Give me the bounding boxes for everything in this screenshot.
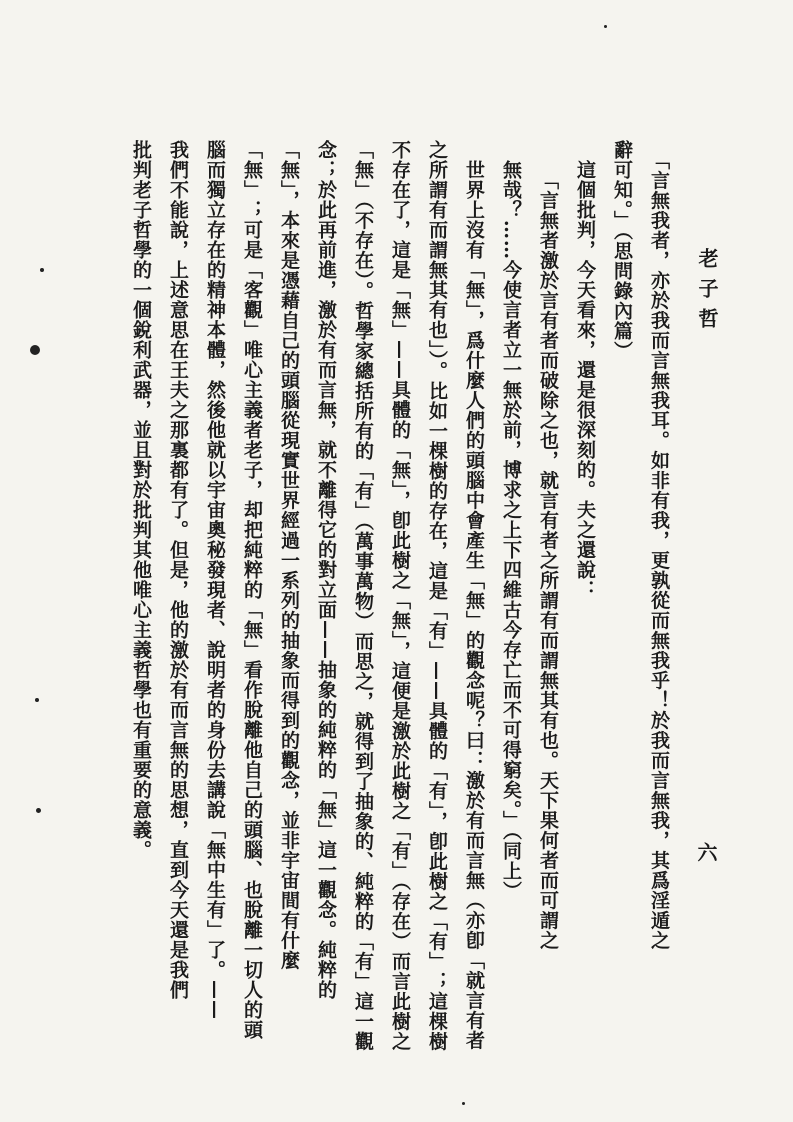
text-column: 「無」，本來是憑藉自己的頭腦從現實世界經過一系列的抽象而得到的觀念，並非宇宙間有什麼 (278, 140, 300, 971)
scan-speck (462, 1102, 465, 1105)
text-column: 世界上沒有「無」，爲什麼人們的頭腦中會產生「無」的觀念呢？曰：激於有而言無（亦卽「就言有者 (463, 140, 485, 1051)
text-column: 腦而獨立存在的精神本體，然後他就以宇宙奧秘發現者、說明者的身份去講說「無中生有」了。—— (204, 140, 226, 1020)
text-column: 「言無我者，亦於我而言無我耳。如非有我，更孰從而無我乎！於我而言無我，其爲淫遁之 (648, 140, 670, 951)
text-column: 「無」；可是「客觀」唯心主義者老子，却把純粹的「無」看作脫離他自己的頭腦、也脫離一切人的頭 (241, 140, 263, 1040)
scan-speck (604, 25, 607, 28)
scan-speck (35, 698, 39, 702)
text-column: 之所謂有而謂無其有也」）。比如一棵樹的存在，這是「有」——具體的「有」，卽此樹之「有」；這棵樹 (426, 140, 448, 1052)
text-column: 我們不能說，上述意思在王夫之那裏都有了。但是，他的激於有而言無的思想，直到今天還是我們 (167, 140, 189, 1000)
text-column: 無哉？……今使言者立一無於前，博求之上下四維古今存亡而不可得窮矣。」（同上） (500, 140, 522, 901)
text-column: 批判老子哲學的一個銳利武器，並且對於批判其他唯心主義哲學也有重要的意義。 (130, 140, 152, 860)
scan-speck (36, 808, 41, 813)
scan-speck (30, 345, 40, 355)
text-column: 「無」（不存在）。哲學家總括所有的「有」（萬事萬物）而思之，就得到了抽象的、純粹的「有」這一觀 (352, 140, 374, 1052)
text-column: 辭可知。」（思問錄內篇） (611, 140, 633, 361)
running-header-title: 老子哲 (695, 248, 719, 338)
page-number: 六 (694, 842, 718, 862)
text-column: 「言無者激於言有者而破除之也，就言有者之所謂有而謂無其有也。天下果何者而可謂之 (537, 140, 559, 951)
scan-speck (40, 268, 44, 272)
vertical-text-body (124, 140, 675, 1070)
text-column: 念；於此再前進，激於有而言無，就不離得它的對立面——抽象的純粹的「無」這一觀念。純粹的 (315, 140, 337, 1000)
text-column: 這個批判，今天看來，還是很深刻的。夫之還說： (574, 140, 596, 600)
text-column: 不存在了，這是「無」——具體的「無」，卽此樹之「無」，這便是激於此樹之「有」（存在）而言此樹之 (389, 140, 411, 1052)
